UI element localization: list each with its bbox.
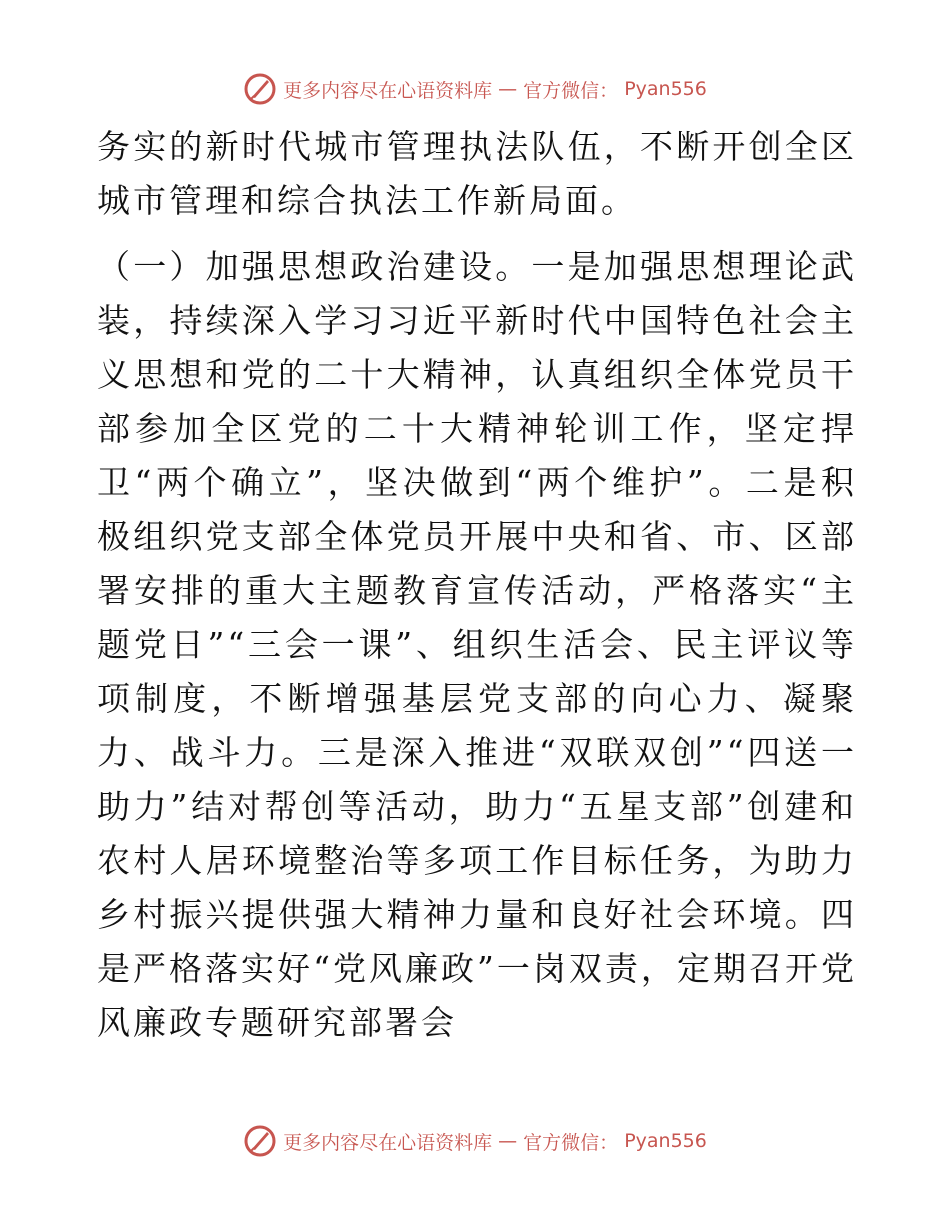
watermark-contact-label: 官方微信： <box>523 79 619 102</box>
paragraph-continuation: 务实的新时代城市管理执法队伍，不断开创全区城市管理和综合执法工作新局面。 <box>97 127 857 220</box>
watermark-contact-id: Pyan556 <box>624 78 707 100</box>
watermark-contact-id: Pyan556 <box>624 1130 707 1152</box>
watermark-footer <box>0 1124 950 1158</box>
watermark-site-name: 更多内容尽在心语资料库 <box>283 79 493 102</box>
watermark-site-name: 更多内容尽在心语资料库 <box>283 1131 493 1154</box>
quill-logo-icon <box>243 72 277 106</box>
watermark-contact-label: 官方微信： <box>523 1131 619 1154</box>
paragraph-ideological-political: （一）加强思想政治建设。一是加强思想理论武装，持续深入学习习近平新时代中国特色社会主义思想和党的二十大精神，认真组织全体党员干部参加全区党的二十大精神轮训工作，坚定捍卫“两个确立”，坚决做到“两个维护”。二是积极组织党支部全体党员开展中央和省、市、区部署安排的重大主题教育宣传活动，严格落实“主题党日”“三会一课”、组织生活会、民主评议等项制度，不断增强基层党支部的向心力、凝聚力、战斗力。三是深入推进“双联双创”“四送一助力”结对帮创等活动，助力“五星支部”创建和农村人居环境整治等多项工作目标任务，为助力乡村振兴提供强大精神力量和良好社会环境。四是严格落实好“党风廉政”一岗双责，定期召开党风廉政专题研究部署会 <box>97 247 857 1042</box>
watermark-header <box>0 72 950 106</box>
watermark-separator: — <box>498 78 518 100</box>
document-body <box>97 120 857 1050</box>
watermark-separator: — <box>498 1130 518 1152</box>
quill-logo-icon <box>243 1124 277 1158</box>
